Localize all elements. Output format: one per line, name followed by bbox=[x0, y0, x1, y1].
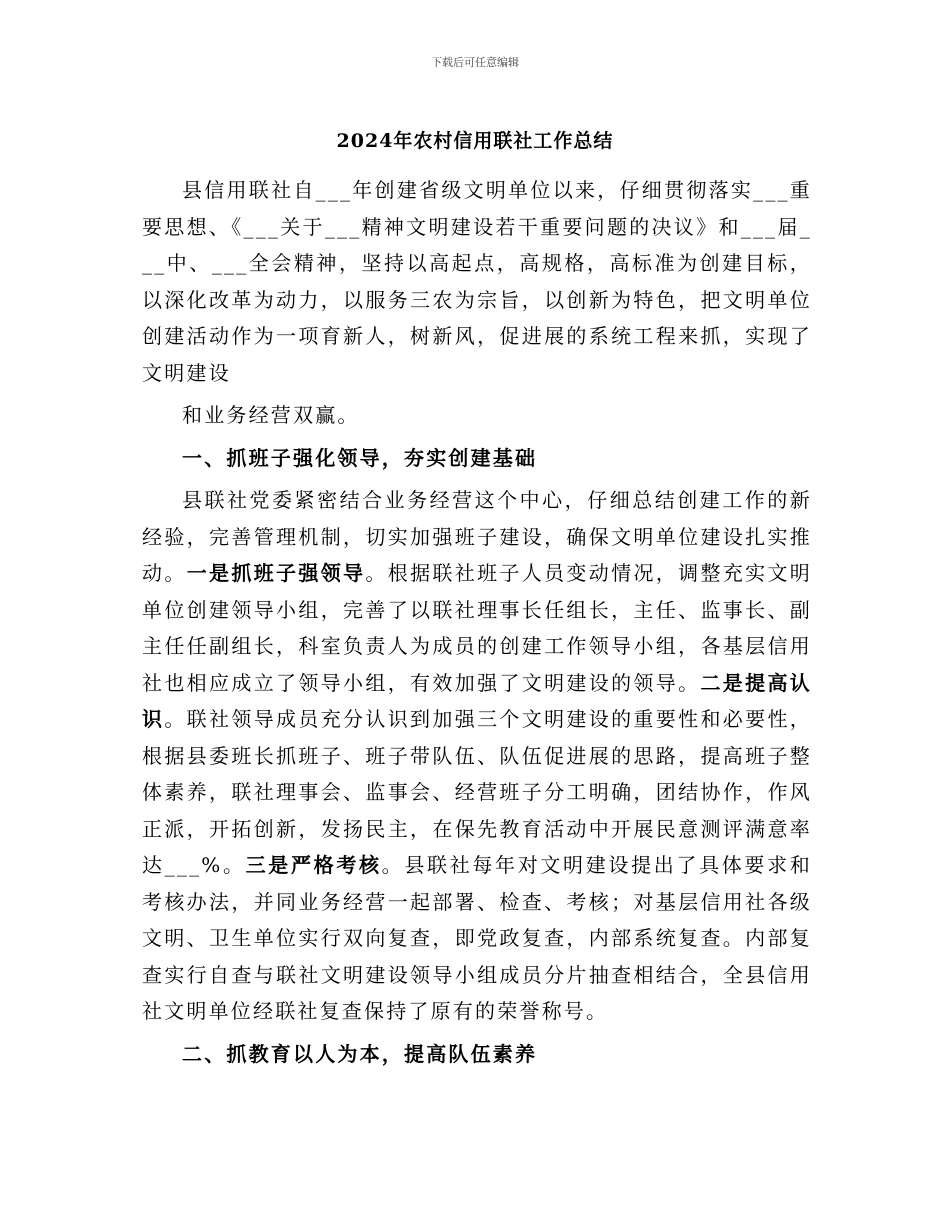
section-1-point-3: 三是严格考核 bbox=[245, 853, 382, 877]
section-1-point-1: 一是抓班子强领导 bbox=[186, 561, 366, 585]
intro-paragraph-continued: 和业务经营双赢。 bbox=[182, 403, 360, 427]
section-1-paragraph bbox=[142, 482, 812, 1030]
intro-paragraph: 县信用联社自___年创建省级文明单位以来，仔细贯彻落实___重要思想、《___关于___精神文明建设若干重要问题的决议》和___届___中、___全会精神，坚持以高起点，高规格，高标准为创建目标，以深化改革为动力，以服务三农为宗旨，以创新为特色，把文明单位创建活动作为一项育新人，树新风，促进展的系统工程来抓，实现了文明建设 bbox=[142, 178, 812, 385]
section-1-text-2: 。根据联社班子人员变动情况，调整充实文明单位创建领导小组，完善了以联社理事长任组长，主任、监事长、副主任任副组长，科室负责人为成员的创建工作领导小组，各基层信用社也相应成立了领导小组，有效加强了文明建设的领导。 bbox=[142, 561, 813, 695]
section-2-heading: 二、抓教育以人为本，提高队伍素养 bbox=[182, 1041, 538, 1066]
section-1-text-3: 。联社领导成员充分认识到加强三个文明建设的重要性和必要性，根据县委班长抓班子、班子带队伍、队伍促进展的思路，提高班子整体素养，联社理事会、监事会、经营班子分工明确，团结协作，作风正派，开拓创新，发扬民主，在保先教育活动中开展民意测评满意率达___%。 bbox=[142, 707, 812, 877]
header-note: 下载后可任意编辑 bbox=[431, 56, 519, 69]
document-title: 2024年农村信用联社工作总结 bbox=[336, 130, 614, 152]
document-body bbox=[142, 172, 812, 1072]
section-1-heading: 一、抓班子强化领导，夯实创建基础 bbox=[182, 445, 538, 470]
section-1-point-2: 二是提高认识 bbox=[142, 670, 813, 731]
section-1-text-4: 。县联社每年对文明建设提出了具体要求和考核办法，并同业务经营一起部署、检查、考核；对基层信用社各级文明、卫生单位实行双向复查，即党政复查，内部系统复查。内部复查实行自查与联社文明建设领导小组成员分片抽查相结合，全县信用社文明单位经联社复查保持了原有的荣誉称号。 bbox=[142, 853, 812, 1023]
section-1-text-1: 县联社党委紧密结合业务经营这个中心，仔细总结创建工作的新经验，完善管理机制，切实加强班子建设，确保文明单位建设扎实推动。 bbox=[142, 488, 812, 585]
